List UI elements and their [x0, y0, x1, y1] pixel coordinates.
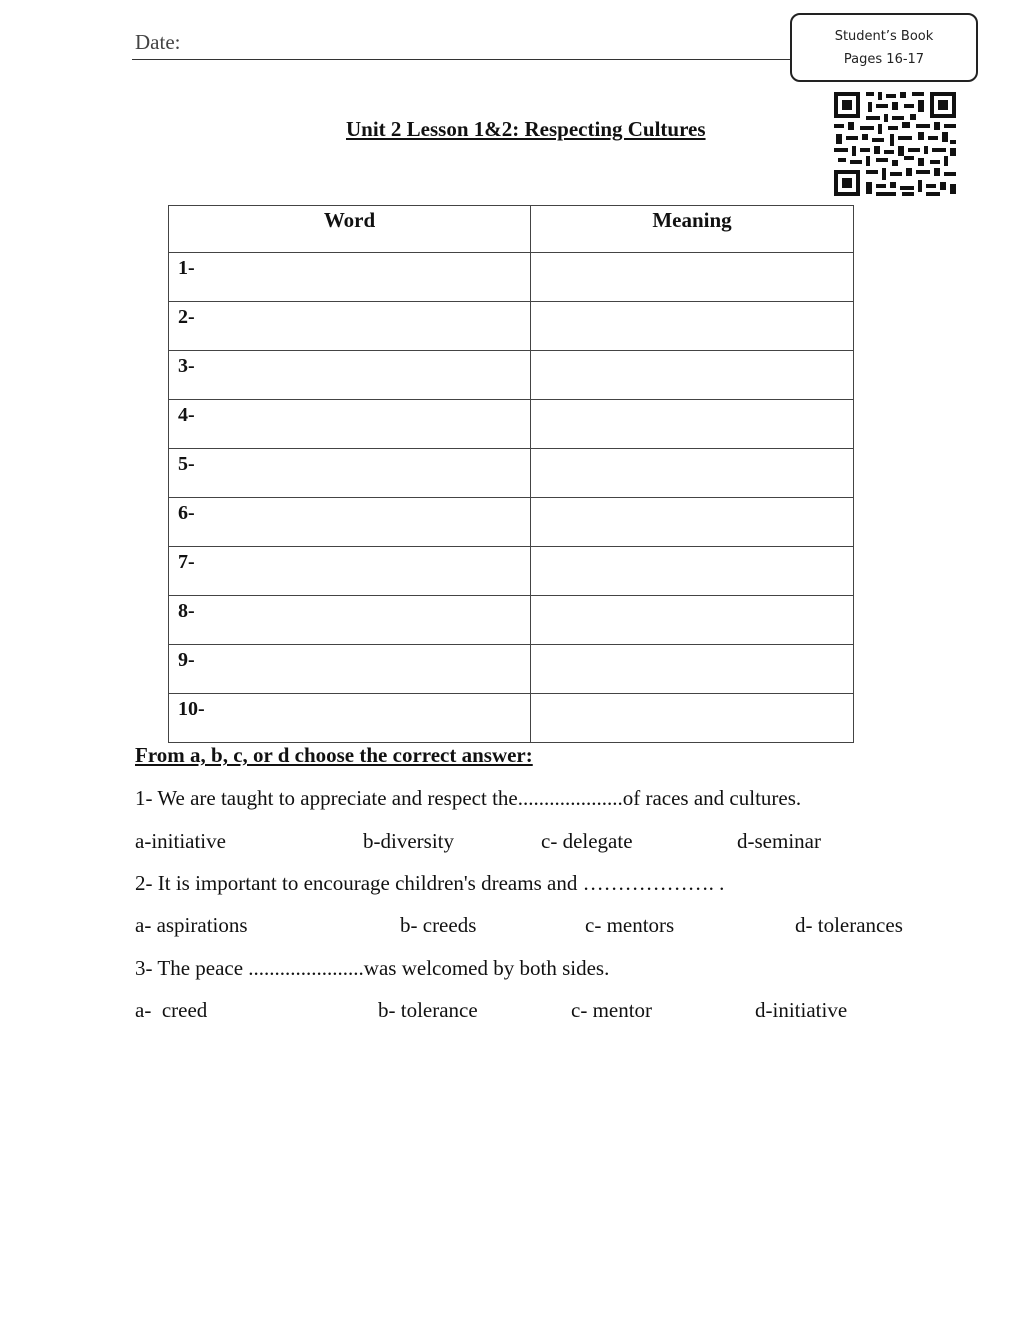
row-number: 3- — [169, 351, 531, 400]
column-header-meaning: Meaning — [531, 206, 854, 253]
question-3-option-b: b- tolerance — [378, 998, 478, 1022]
question-3-option-c: c- mentor — [571, 998, 653, 1022]
meaning-cell — [531, 645, 854, 694]
question-2: 2- It is important to encourage children's dreams and ………………. . — [135, 871, 725, 895]
question-2-option-b: b- creeds — [400, 913, 477, 937]
table-row — [169, 596, 854, 645]
book-reference-line2: Pages 16-17 — [843, 51, 925, 67]
meaning-cell — [531, 351, 854, 400]
question-1-option-a: a-initiative — [135, 829, 226, 853]
row-number: 6- — [169, 498, 531, 547]
meaning-cell — [531, 694, 854, 743]
question-2-option-a: a- aspirations — [135, 913, 248, 937]
table-row — [169, 498, 854, 547]
meaning-cell — [531, 498, 854, 547]
question-2-option-c: c- mentors — [585, 913, 675, 937]
question-1: 1- We are taught to appreciate and respect the....................of races and cultures. — [135, 786, 802, 810]
row-number: 2- — [169, 302, 531, 351]
meaning-cell — [531, 253, 854, 302]
row-number: 8- — [169, 596, 531, 645]
meaning-cell — [531, 596, 854, 645]
book-reference-box — [790, 13, 978, 82]
column-header-word: Word — [169, 206, 531, 253]
table-header-row — [169, 206, 854, 253]
table-row — [169, 547, 854, 596]
meaning-cell — [531, 302, 854, 351]
qr-code-icon — [832, 90, 958, 198]
question-1-option-d: d-seminar — [737, 829, 821, 853]
book-reference-line1: Student’s Book — [834, 28, 934, 44]
meaning-cell — [531, 547, 854, 596]
page-title: Unit 2 Lesson 1&2: Respecting Cultures — [346, 117, 706, 141]
meaning-cell — [531, 449, 854, 498]
row-number: 1- — [169, 253, 531, 302]
date-label: Date: — [135, 30, 181, 54]
date-line — [132, 59, 792, 60]
question-1-option-b: b-diversity — [363, 829, 454, 853]
row-number: 4- — [169, 400, 531, 449]
question-3-option-a: a- creed — [135, 998, 208, 1022]
table-row — [169, 351, 854, 400]
exercise-instruction: From a, b, c, or d choose the correct answer: — [135, 743, 533, 767]
row-number: 10- — [169, 694, 531, 743]
question-3: 3- The peace ......................was welcomed by both sides. — [135, 956, 610, 980]
question-1-option-c: c- delegate — [541, 829, 633, 853]
table-row — [169, 645, 854, 694]
table-row — [169, 253, 854, 302]
meaning-cell — [531, 400, 854, 449]
table-row — [169, 302, 854, 351]
question-3-option-d: d-initiative — [755, 998, 848, 1022]
table-row — [169, 449, 854, 498]
question-2-option-d: d- tolerances — [795, 913, 903, 937]
vocabulary-table — [168, 205, 854, 743]
table-row — [169, 694, 854, 743]
row-number: 5- — [169, 449, 531, 498]
table-row — [169, 400, 854, 449]
row-number: 7- — [169, 547, 531, 596]
row-number: 9- — [169, 645, 531, 694]
